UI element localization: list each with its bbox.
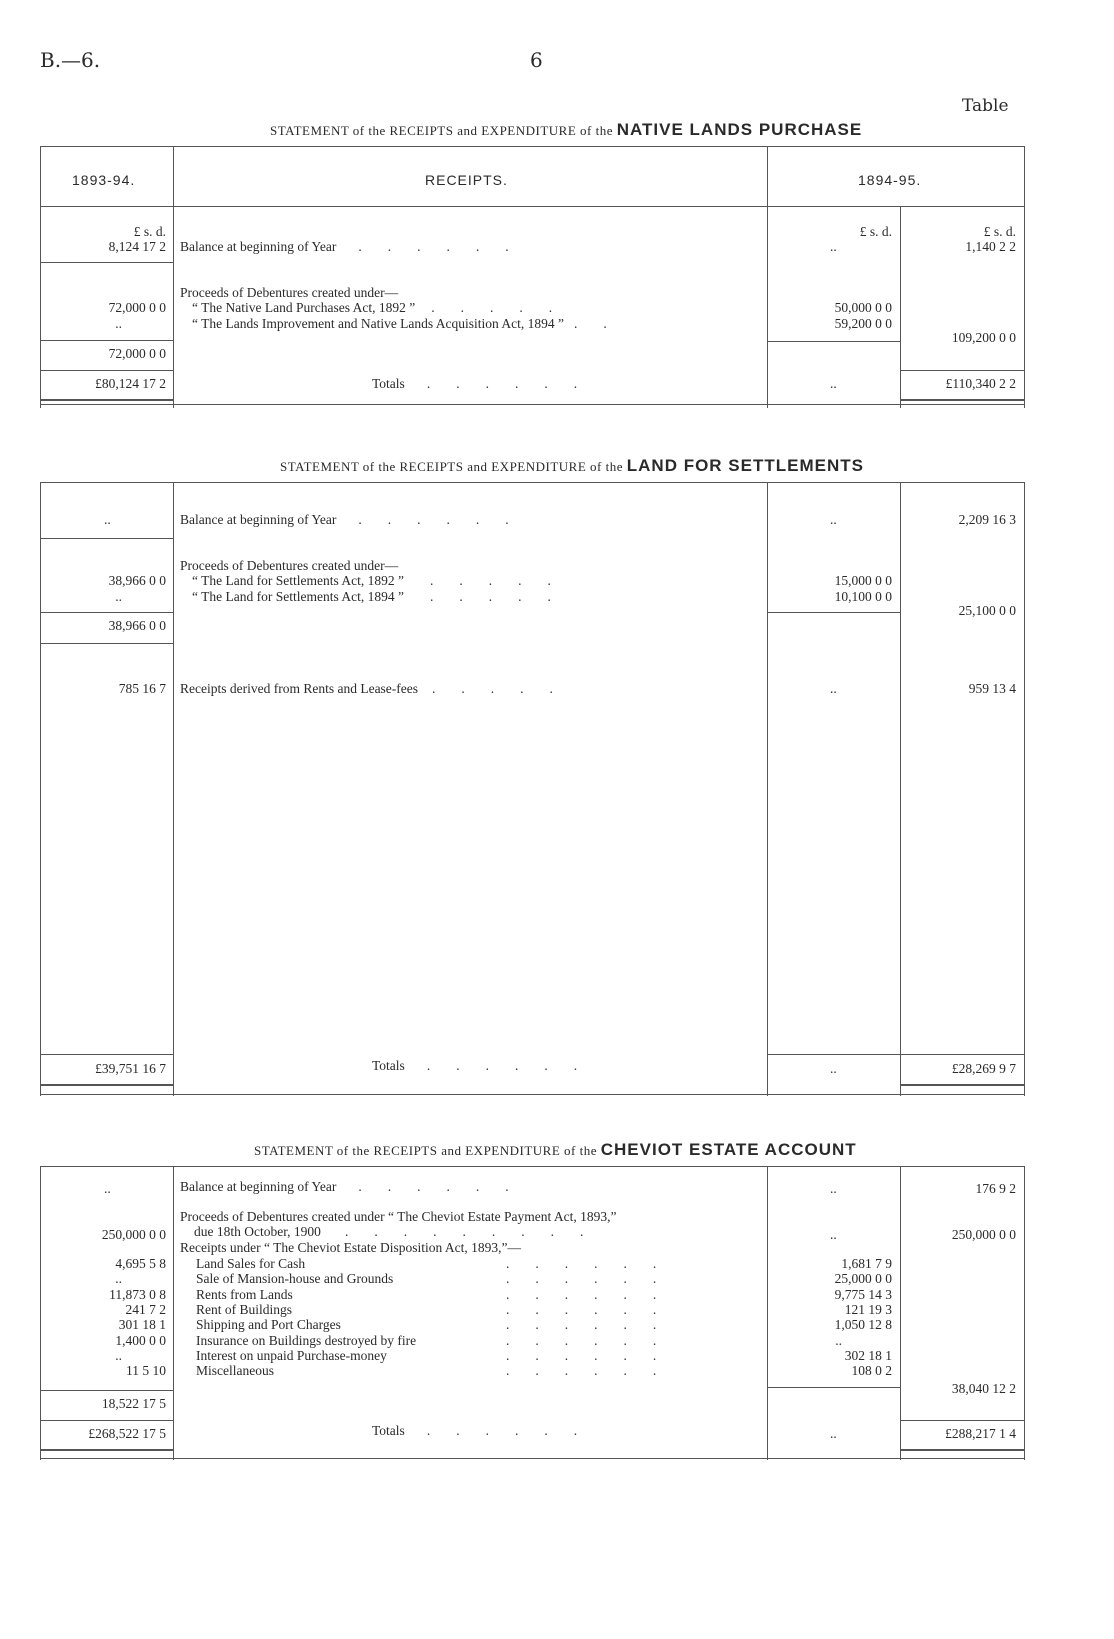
- t3-proceeds-left: 250,000 0 0: [101, 1227, 166, 1242]
- t1-act2-mid: 59,200 0 0: [834, 316, 892, 331]
- table1-title: [270, 120, 862, 140]
- t3-totals-label: Totals ......: [372, 1423, 604, 1438]
- t3-item-mid: 25,000 0 0: [834, 1271, 892, 1286]
- t1-act1-text: “ The Native Land Purchases Act, 1892 ”: [192, 300, 416, 315]
- t3-proceeds-right: 250,000 0 0: [951, 1227, 1016, 1242]
- page-ref: B.—6.: [40, 48, 101, 72]
- table-label: Table: [962, 96, 1009, 116]
- col-receipts: RECEIPTS.: [425, 172, 508, 188]
- t3-item-label-text: Land Sales for Cash: [196, 1256, 306, 1271]
- t1-totals-right: £110,340 2 2: [945, 376, 1016, 391]
- table2-title: [280, 456, 864, 476]
- t1-balance-label-text: Balance at beginning of Year: [180, 239, 337, 254]
- t3-balance-mid: ..: [830, 1181, 837, 1196]
- t3-item-leader: ......: [506, 1333, 683, 1348]
- t1-balance-right: 1,140 2 2: [965, 239, 1016, 254]
- t3-item-leader: ......: [506, 1302, 683, 1317]
- t3-item-mid: ..: [835, 1333, 842, 1348]
- t3-item-left: 11,873 0 8: [109, 1287, 166, 1302]
- t1-sub-right: 109,200 0 0: [951, 330, 1016, 345]
- t3-totals-mid: ..: [830, 1426, 837, 1441]
- table2-title-prefix: STATEMENT of the RECEIPTS and EXPENDITURE of the: [280, 459, 623, 474]
- table2-title-bold: LAND FOR SETTLEMENTS: [626, 456, 864, 475]
- t1-balance-label: Balance at beginning of Year ......: [180, 239, 535, 254]
- t2-balance-label-text: Balance at beginning of Year: [180, 512, 337, 527]
- t3-item-label: [196, 1333, 683, 1349]
- t2-totals-left: £39,751 16 7: [95, 1061, 166, 1076]
- t3-item-label-text: Insurance on Buildings destroyed by fire: [196, 1333, 417, 1348]
- t3-proceeds-line1: Proceeds of Debentures created under “ The Cheviot Estate Payment Act, 1893,”: [180, 1209, 617, 1224]
- t3-proceeds-mid: ..: [830, 1227, 837, 1242]
- t3-item-label-text: Rents from Lands: [196, 1287, 293, 1302]
- t2-act2-label: “ The Land for Settlements Act, 1894 ” .....: [192, 589, 577, 604]
- lsd-header-left: £ s. d.: [133, 224, 166, 239]
- t3-item-mid: 9,775 14 3: [834, 1287, 892, 1302]
- t1-totals-label: Totals ......: [372, 376, 604, 391]
- t3-item-label: [196, 1287, 683, 1303]
- t3-item-left: ..: [115, 1348, 122, 1363]
- t3-item-label: [196, 1348, 683, 1364]
- t1-act2-label: “ The Lands Improvement and Native Lands Acquisition Act, 1894 ” ..: [192, 316, 633, 331]
- t3-balance-left: ..: [104, 1181, 111, 1196]
- t1-proceeds-label: Proceeds of Debentures created under—: [180, 285, 399, 300]
- t2-act1-label: “ The Land for Settlements Act, 1892 ” .....: [192, 573, 577, 588]
- t3-item-left: 4,695 5 8: [115, 1256, 166, 1271]
- t3-item-mid: 108 0 2: [851, 1363, 892, 1378]
- t1-act1-mid: 50,000 0 0: [834, 300, 892, 315]
- table3-title-bold: CHEVIOT ESTATE ACCOUNT: [600, 1140, 857, 1159]
- t3-item-label: [196, 1271, 683, 1287]
- t1-act2-text: “ The Lands Improvement and Native Lands Acquisition Act, 1894 ”: [192, 316, 565, 331]
- t3-item-leader: ......: [506, 1271, 683, 1286]
- t3-item-mid: 1,681 7 9: [841, 1256, 892, 1271]
- t3-item-label-text: Sale of Mansion-house and Grounds: [196, 1271, 394, 1286]
- t3-disp-label: Receipts under “ The Cheviot Estate Disposition Act, 1893,”—: [180, 1240, 521, 1255]
- table1-title-prefix: STATEMENT of the RECEIPTS and EXPENDITURE of the: [270, 123, 613, 138]
- t2-balance-label: Balance at beginning of Year ......: [180, 512, 535, 527]
- t2-totals-label: Totals ......: [372, 1058, 604, 1073]
- col-1893-94: 1893-94.: [72, 172, 136, 188]
- t3-sub-right: 38,040 12 2: [951, 1381, 1016, 1396]
- t3-totals-text: Totals: [372, 1423, 405, 1438]
- t3-balance-right: 176 9 2: [975, 1181, 1016, 1196]
- t3-item-leader: ......: [506, 1256, 683, 1271]
- lsd-header-right: £ s. d.: [983, 224, 1016, 239]
- t3-item-mid: 302 18 1: [844, 1348, 892, 1363]
- t2-proceeds-label: Proceeds of Debentures created under—: [180, 558, 399, 573]
- t1-balance-left: 8,124 17 2: [108, 239, 166, 254]
- t1-totals-left: £80,124 17 2: [95, 376, 166, 391]
- t1-act1-label: “ The Native Land Purchases Act, 1892 ” .....: [192, 300, 579, 315]
- t2-act1-left: 38,966 0 0: [108, 573, 166, 588]
- t3-totals-left: £268,522 17 5: [88, 1426, 166, 1441]
- t2-act1-mid: 15,000 0 0: [834, 573, 892, 588]
- t3-totals-right: £288,217 1 4: [945, 1426, 1016, 1441]
- t1-act2-left: ..: [115, 316, 122, 331]
- t1-totals-mid: ..: [830, 376, 837, 391]
- t2-totals-text: Totals: [372, 1058, 405, 1073]
- t3-item-label-text: Miscellaneous: [196, 1363, 274, 1378]
- t3-item-label-text: Rent of Buildings: [196, 1302, 293, 1317]
- t3-item-left: ..: [115, 1271, 122, 1286]
- t1-totals-text: Totals: [372, 376, 405, 391]
- t1-balance-mid: ..: [830, 239, 837, 254]
- lsd-header-mid: £ s. d.: [859, 224, 892, 239]
- t2-totals-mid: ..: [830, 1061, 837, 1076]
- t2-rents-left: 785 16 7: [118, 681, 166, 696]
- t2-balance-left: ..: [104, 512, 111, 527]
- t3-item-left: 301 18 1: [118, 1317, 166, 1332]
- t3-proceeds-line2-text: due 18th October, 1900: [194, 1224, 321, 1239]
- t3-balance-label-text: Balance at beginning of Year: [180, 1179, 337, 1194]
- t2-rents-right: 959 13 4: [968, 681, 1016, 696]
- t2-act1-text: “ The Land for Settlements Act, 1892 ”: [192, 573, 404, 588]
- t1-sub-left: 72,000 0 0: [108, 346, 166, 361]
- t3-item-left: 241 7 2: [125, 1302, 166, 1317]
- t3-item-left: 11 5 10: [126, 1363, 166, 1378]
- t2-totals-right: £28,269 9 7: [951, 1061, 1016, 1076]
- t2-balance-mid: ..: [830, 512, 837, 527]
- table1-title-bold: NATIVE LANDS PURCHASE: [616, 120, 863, 139]
- t3-item-leader: ......: [506, 1287, 683, 1302]
- t2-act2-text: “ The Land for Settlements Act, 1894 ”: [192, 589, 404, 604]
- t2-act2-mid: 10,100 0 0: [834, 589, 892, 604]
- t3-item-leader: ......: [506, 1363, 683, 1378]
- t3-item-mid: 1,050 12 8: [834, 1317, 892, 1332]
- table3-title: [254, 1140, 857, 1160]
- t3-item-label: [196, 1256, 683, 1272]
- t2-rents-mid: ..: [830, 681, 837, 696]
- t2-act2-left: ..: [115, 589, 122, 604]
- t3-item-mid: 121 19 3: [844, 1302, 892, 1317]
- t3-item-label: [196, 1302, 683, 1318]
- t2-sub-right: 25,100 0 0: [958, 603, 1016, 618]
- t2-rents-text: Receipts derived from Rents and Lease-fees: [180, 681, 419, 696]
- t3-proceeds-line2: due 18th October, 1900 .........: [194, 1224, 610, 1239]
- t2-balance-right: 2,209 16 3: [958, 512, 1016, 527]
- t2-rents-label: Receipts derived from Rents and Lease-fees .....: [180, 681, 579, 696]
- t3-item-left: 1,400 0 0: [115, 1333, 166, 1348]
- t3-item-leader: ......: [506, 1348, 683, 1363]
- t3-item-label-text: Shipping and Port Charges: [196, 1317, 341, 1332]
- table3-title-prefix: STATEMENT of the RECEIPTS and EXPENDITURE of the: [254, 1143, 597, 1158]
- t2-sub-left: 38,966 0 0: [108, 618, 166, 633]
- col-1894-95: 1894-95.: [858, 172, 922, 188]
- t3-balance-label: Balance at beginning of Year ......: [180, 1179, 535, 1194]
- t3-item-label: [196, 1317, 683, 1333]
- page-number: 6: [530, 48, 543, 72]
- t1-act1-left: 72,000 0 0: [108, 300, 166, 315]
- t3-item-leader: ......: [506, 1317, 683, 1332]
- t3-sub-left: 18,522 17 5: [101, 1396, 166, 1411]
- t3-item-label-text: Interest on unpaid Purchase-money: [196, 1348, 387, 1363]
- t3-item-label: [196, 1363, 683, 1379]
